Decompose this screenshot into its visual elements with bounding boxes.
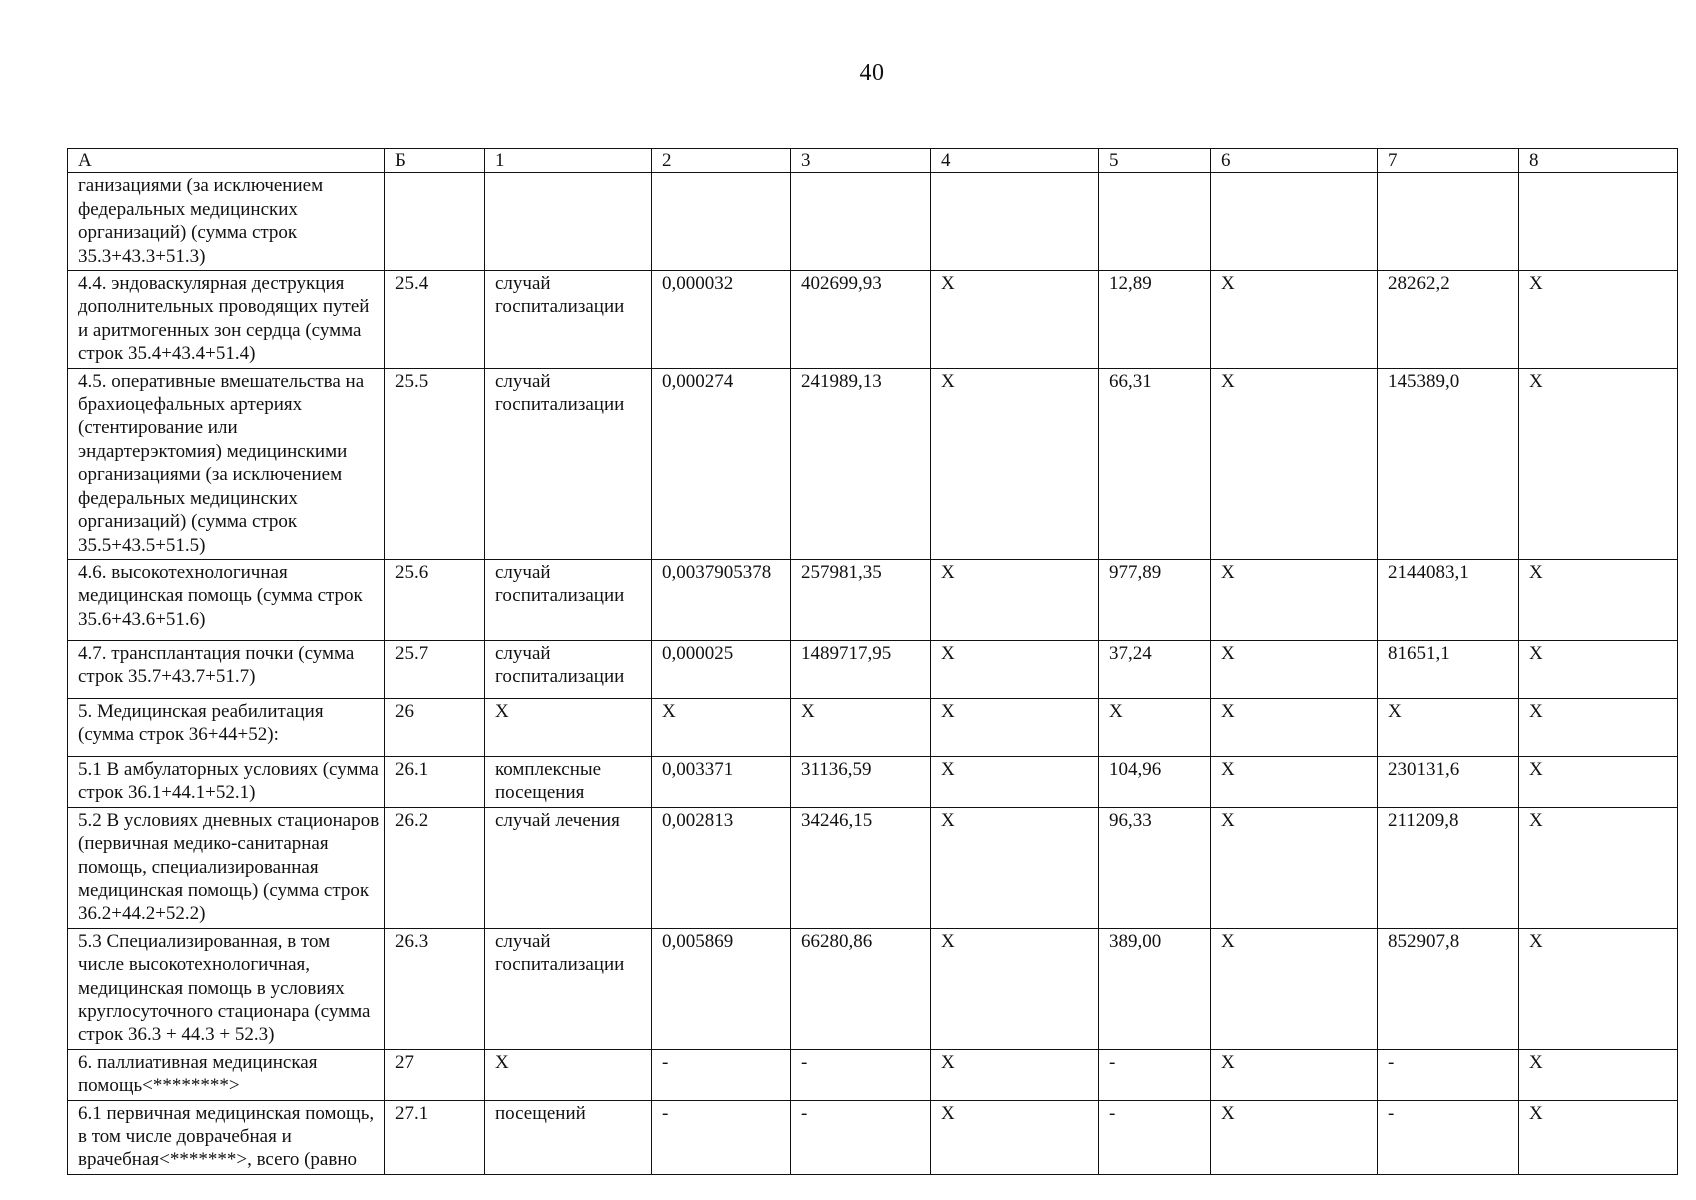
cell-col-4: Х: [931, 640, 1099, 698]
column-header-b: Б: [385, 149, 485, 173]
cell-col-3: 31136,59: [791, 756, 931, 807]
table-row: [68, 559, 1678, 640]
cell-col-6: Х: [1211, 368, 1378, 559]
cell-name: 4.5. оперативные вмешательства на брахиоцефальных артериях (стентирование или эндартерэктомия) медицинскими организациями (за исключением федеральных медицинских организаций) (сумма строк 35.5+43.5+51.5): [68, 368, 385, 559]
cell-col-5: 104,96: [1099, 756, 1211, 807]
table-row: [68, 928, 1678, 1049]
cell-row-code: 26.1: [385, 756, 485, 807]
cell-col-6: Х: [1211, 271, 1378, 369]
table-row: [68, 368, 1678, 559]
cell-col-3: -: [791, 1100, 931, 1174]
cell-col-7: 852907,8: [1378, 928, 1519, 1049]
cell-col-2: 0,000032: [652, 271, 791, 369]
cell-col-4: Х: [931, 698, 1099, 756]
cell-name: 5. Медицинская реабилитация (сумма строк 36+44+52):: [68, 698, 385, 756]
cell-col-5: [1099, 173, 1211, 271]
cell-col-8: Х: [1519, 271, 1678, 369]
cell-col-8: Х: [1519, 559, 1678, 640]
cell-unit: случай госпитализации: [485, 368, 652, 559]
cell-col-7: 211209,8: [1378, 807, 1519, 928]
cell-unit: посещений: [485, 1100, 652, 1174]
cell-col-6: Х: [1211, 756, 1378, 807]
table-row: [68, 1100, 1678, 1174]
cell-row-code: 26.3: [385, 928, 485, 1049]
cell-col-2: 0,0037905378: [652, 559, 791, 640]
cell-col-7: Х: [1378, 698, 1519, 756]
cell-col-5: Х: [1099, 698, 1211, 756]
table-row: [68, 807, 1678, 928]
table-row: [68, 271, 1678, 369]
data-table: [67, 148, 1678, 1175]
cell-name: 4.7. трансплантация почки (сумма строк 35.7+43.7+51.7): [68, 640, 385, 698]
cell-col-7: -: [1378, 1100, 1519, 1174]
cell-col-4: [931, 173, 1099, 271]
cell-row-code: [385, 173, 485, 271]
column-header-4: 4: [931, 149, 1099, 173]
cell-col-3: Х: [791, 698, 931, 756]
cell-col-8: Х: [1519, 698, 1678, 756]
cell-row-code: 26.2: [385, 807, 485, 928]
cell-col-8: Х: [1519, 1049, 1678, 1100]
cell-row-code: 25.5: [385, 368, 485, 559]
column-header-6: 6: [1211, 149, 1378, 173]
cell-unit: Х: [485, 698, 652, 756]
cell-unit: случай госпитализации: [485, 271, 652, 369]
cell-col-3: 34246,15: [791, 807, 931, 928]
cell-col-6: Х: [1211, 928, 1378, 1049]
cell-col-2: -: [652, 1049, 791, 1100]
cell-col-6: [1211, 173, 1378, 271]
cell-unit: комплексные посещения: [485, 756, 652, 807]
cell-unit: [485, 173, 652, 271]
cell-col-7: 28262,2: [1378, 271, 1519, 369]
cell-col-2: 0,003371: [652, 756, 791, 807]
cell-row-code: 26: [385, 698, 485, 756]
cell-name: 4.4. эндоваскулярная деструкция дополнительных проводящих путей и аритмогенных зон сердца (сумма строк 35.4+43.4+51.4): [68, 271, 385, 369]
cell-col-7: 230131,6: [1378, 756, 1519, 807]
table-row: [68, 698, 1678, 756]
table-row: [68, 640, 1678, 698]
cell-col-5: 96,33: [1099, 807, 1211, 928]
cell-col-7: 145389,0: [1378, 368, 1519, 559]
cell-col-5: -: [1099, 1100, 1211, 1174]
cell-col-8: Х: [1519, 1100, 1678, 1174]
cell-col-2: 0,000025: [652, 640, 791, 698]
cell-name: 5.2 В условиях дневных стационаров (первичная медико-санитарная помощь, специализированная медицинская помощь) (сумма строк 36.2+44.2+52.2): [68, 807, 385, 928]
cell-col-6: Х: [1211, 1100, 1378, 1174]
cell-unit: случай госпитализации: [485, 640, 652, 698]
cell-col-2: 0,002813: [652, 807, 791, 928]
cell-col-8: Х: [1519, 368, 1678, 559]
cell-col-4: Х: [931, 928, 1099, 1049]
cell-col-7: [1378, 173, 1519, 271]
cell-col-8: Х: [1519, 640, 1678, 698]
cell-col-2: -: [652, 1100, 791, 1174]
column-header-5: 5: [1099, 149, 1211, 173]
cell-col-3: 1489717,95: [791, 640, 931, 698]
cell-col-4: Х: [931, 368, 1099, 559]
column-header-7: 7: [1378, 149, 1519, 173]
cell-col-3: 66280,86: [791, 928, 931, 1049]
cell-unit: Х: [485, 1049, 652, 1100]
cell-row-code: 25.4: [385, 271, 485, 369]
cell-unit: случай лечения: [485, 807, 652, 928]
cell-unit: случай госпитализации: [485, 559, 652, 640]
cell-col-3: [791, 173, 931, 271]
cell-col-6: Х: [1211, 807, 1378, 928]
cell-col-8: Х: [1519, 807, 1678, 928]
table-row: [68, 1049, 1678, 1100]
cell-col-5: 389,00: [1099, 928, 1211, 1049]
cell-col-7: 81651,1: [1378, 640, 1519, 698]
cell-col-2: 0,000274: [652, 368, 791, 559]
cell-col-8: Х: [1519, 928, 1678, 1049]
cell-col-5: 977,89: [1099, 559, 1211, 640]
cell-col-4: Х: [931, 271, 1099, 369]
cell-name: 5.1 В амбулаторных условиях (сумма строк 36.1+44.1+52.1): [68, 756, 385, 807]
header-row: [68, 149, 1678, 173]
cell-col-5: -: [1099, 1049, 1211, 1100]
cell-name: 6. паллиативная медицинская помощь<********>: [68, 1049, 385, 1100]
cell-col-2: [652, 173, 791, 271]
cell-col-7: -: [1378, 1049, 1519, 1100]
column-header-a: А: [68, 149, 385, 173]
cell-col-5: 37,24: [1099, 640, 1211, 698]
cell-col-6: Х: [1211, 640, 1378, 698]
cell-unit: случай госпитализации: [485, 928, 652, 1049]
cell-col-8: [1519, 173, 1678, 271]
cell-col-3: 257981,35: [791, 559, 931, 640]
cell-row-code: 27: [385, 1049, 485, 1100]
cell-col-5: 12,89: [1099, 271, 1211, 369]
cell-row-code: 25.7: [385, 640, 485, 698]
cell-row-code: 27.1: [385, 1100, 485, 1174]
cell-col-5: 66,31: [1099, 368, 1211, 559]
page-number: 40: [859, 60, 885, 86]
table-row: [68, 756, 1678, 807]
cell-name: 5.3 Специализированная, в том числе высокотехнологичная, медицинская помощь в условиях круглосуточного стационара (сумма строк 36.3 + 44.3 + 52.3): [68, 928, 385, 1049]
cell-col-6: Х: [1211, 1049, 1378, 1100]
cell-col-3: 402699,93: [791, 271, 931, 369]
cell-col-4: Х: [931, 1049, 1099, 1100]
table-row: [68, 173, 1678, 271]
cell-col-2: 0,005869: [652, 928, 791, 1049]
column-header-1: 1: [485, 149, 652, 173]
column-header-3: 3: [791, 149, 931, 173]
cell-col-7: 2144083,1: [1378, 559, 1519, 640]
cell-name: ганизациями (за исключением федеральных медицинских организаций) (сумма строк 35.3+43.3+51.3): [68, 173, 385, 271]
column-header-8: 8: [1519, 149, 1678, 173]
cell-col-3: -: [791, 1049, 931, 1100]
cell-col-4: Х: [931, 559, 1099, 640]
cell-col-8: Х: [1519, 756, 1678, 807]
cell-name: 6.1 первичная медицинская помощь, в том числе доврачебная и врачебная<*******>, всего (равно: [68, 1100, 385, 1174]
cell-name: 4.6. высокотехнологичная медицинская помощь (сумма строк 35.6+43.6+51.6): [68, 559, 385, 640]
cell-col-6: Х: [1211, 698, 1378, 756]
cell-col-4: Х: [931, 1100, 1099, 1174]
cell-col-4: Х: [931, 807, 1099, 928]
cell-col-4: Х: [931, 756, 1099, 807]
column-header-2: 2: [652, 149, 791, 173]
cell-col-2: Х: [652, 698, 791, 756]
cell-col-3: 241989,13: [791, 368, 931, 559]
cell-row-code: 25.6: [385, 559, 485, 640]
cell-col-6: Х: [1211, 559, 1378, 640]
